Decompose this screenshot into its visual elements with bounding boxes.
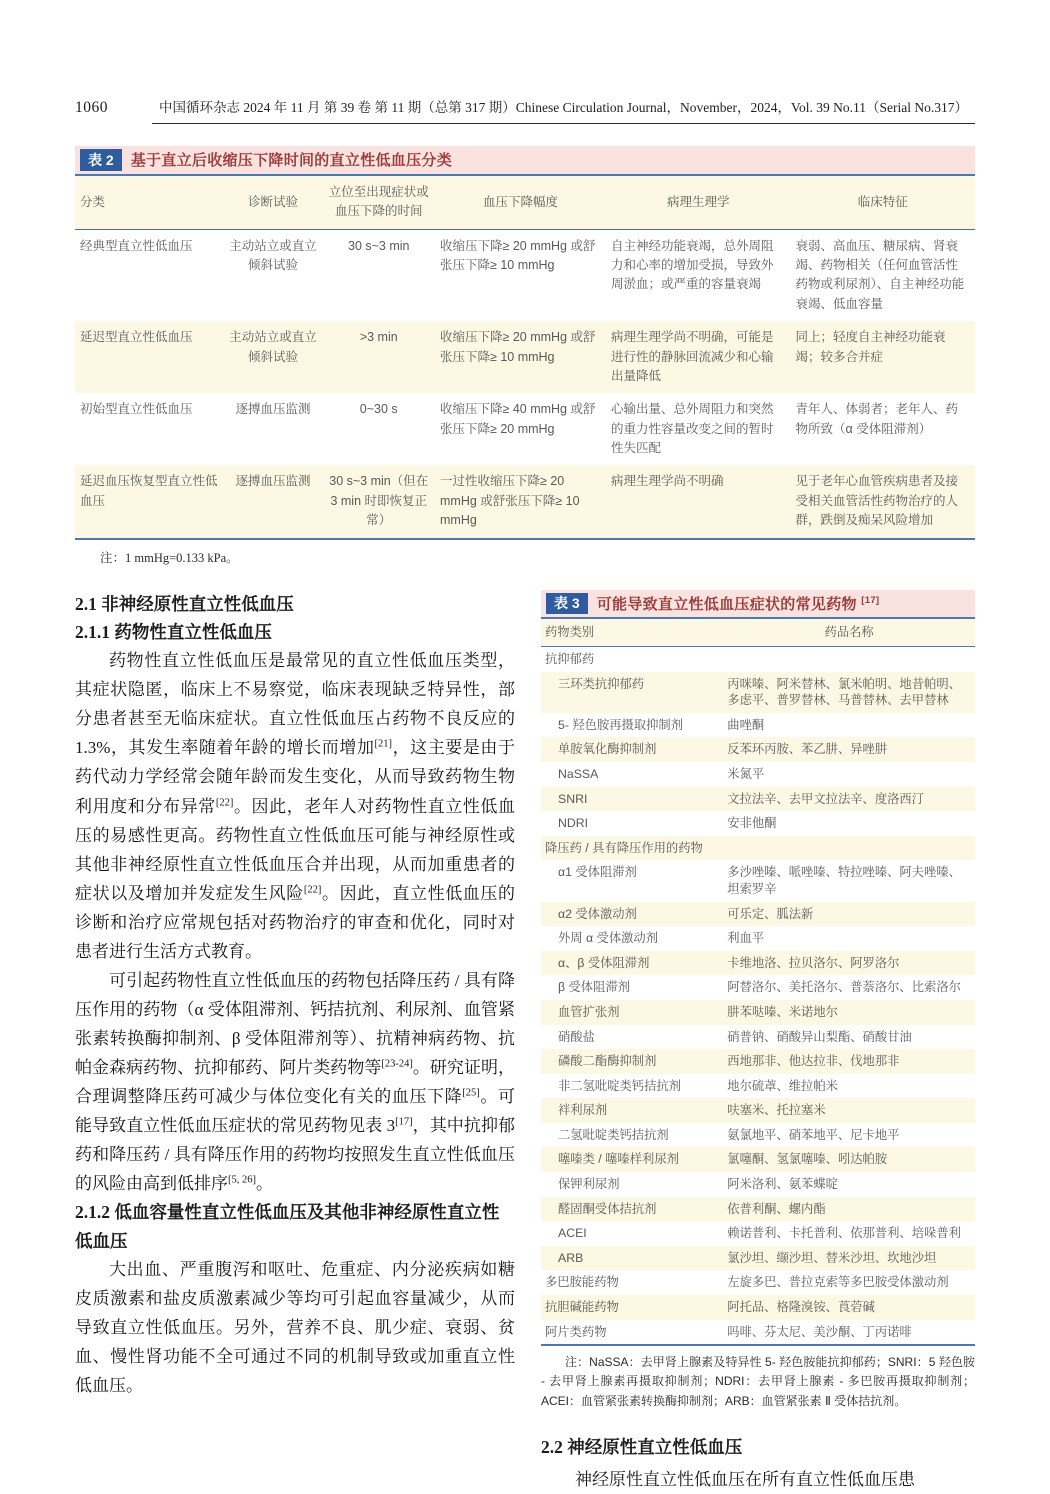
- drug-class-cell: 三环类抗抑郁药: [558, 676, 645, 691]
- drug-name-cell: 阿托品、格隆溴铵、莨菪碱: [727, 1300, 875, 1315]
- table-row: [541, 1147, 975, 1172]
- drug-class-cell: 非二氢吡啶类钙拮抗剂: [558, 1078, 681, 1093]
- section-2-2: [541, 1433, 975, 1494]
- paragraph-neurogenic: 神经原性直立性低血压在所有直立性低血压患: [575, 1470, 915, 1490]
- table3-body: [541, 647, 975, 1345]
- drug-name-cell: 卡维地洛、拉贝洛尔、阿罗洛尔: [727, 955, 900, 970]
- drug-class-cell: ACEI: [558, 1226, 587, 1241]
- table-row: [541, 1320, 975, 1345]
- table-cell: 逐搏血压监测: [235, 402, 311, 417]
- table3: [541, 590, 975, 1347]
- drug-class-cell: 外周 α 受体激动剂: [558, 931, 659, 946]
- drug-class-cell: 血管扩张剂: [558, 1004, 620, 1019]
- table-row: [541, 1221, 975, 1246]
- table-row: [541, 811, 975, 836]
- table-cell: 一过性收缩压下降≥ 20 mmHg 或舒张压下降≥ 10 mmHg: [440, 474, 580, 528]
- drug-name-cell: 多沙唑嗪、哌唑嗪、特拉唑嗪、阿夫唑嗪、坦索罗辛: [727, 865, 961, 896]
- drug-name-cell: 西地那非、他达拉非、伐地那非: [727, 1054, 900, 1069]
- drug-category-cell: 抗抑郁药: [545, 652, 595, 666]
- table-cell: 收缩压下降≥ 20 mmHg 或舒张压下降≥ 10 mmHg: [440, 238, 596, 273]
- table-cell: 初始型直立性低血压: [80, 402, 193, 417]
- table-row: [541, 1172, 975, 1197]
- drug-name-cell: 氨氯地平、硝苯地平、尼卡地平: [727, 1127, 900, 1142]
- table-cell: 青年人、体弱者；老年人、药物所致（α 受体阻滞剂）: [795, 402, 959, 436]
- drug-category-cell: 降压药 / 具有降压作用的药物: [545, 840, 703, 855]
- table3-title-bar: [541, 590, 975, 620]
- drug-class-cell: 袢利尿剂: [558, 1103, 608, 1118]
- drug-class-cell: 醛固酮受体拮抗剂: [558, 1201, 657, 1216]
- table3-note: 注：NaSSA：去甲肾上腺素及特异性 5- 羟色胺能抗抑郁药；SNRI：5 羟色胺 - 去甲肾上腺素再摄取抑制剂；NDRI：去甲肾上腺素 - 多巴胺再摄取抑制剂；ACEI：血管紧张素转换酶抑制剂；ARB：血管紧张素 Ⅱ 受体拮抗剂。: [541, 1355, 975, 1408]
- drug-name-cell: 地尔硫䓬、维拉帕米: [727, 1078, 838, 1093]
- drug-class-cell: 保钾利尿剂: [558, 1177, 620, 1192]
- table2-col-class: 分类: [75, 176, 224, 229]
- left-column: [75, 590, 515, 1494]
- table-row: [541, 672, 975, 713]
- table-row: [541, 737, 975, 762]
- heading-2-1-1: 2.1.1 药物性直立性低血压: [75, 621, 272, 642]
- drug-class-cell: 噻嗪类 / 噻嗪样利尿剂: [558, 1152, 679, 1167]
- drug-class-cell: 多巴胺能药物: [545, 1275, 619, 1290]
- heading-2-1: 2.1 非神经原性直立性低血压: [75, 593, 294, 614]
- drug-name-cell: 呋塞米、托拉塞米: [727, 1103, 826, 1118]
- table-row: [541, 1197, 975, 1222]
- table-cell: 逐搏血压监测: [235, 474, 311, 489]
- table-row: [541, 1049, 975, 1074]
- table2-col-clinical: 临床特征: [791, 176, 976, 229]
- table-cell: 见于老年心血管疾病患者及接受相关血管活性药物治疗的人群，跌倒及痴呆风险增加: [795, 474, 959, 528]
- table-cell: 经典型直立性低血压: [80, 238, 193, 253]
- drug-class-cell: 5- 羟色胺再摄取抑制剂: [558, 717, 684, 732]
- heading-2-2: 2.2 神经原性直立性低血压: [541, 1436, 743, 1457]
- drug-name-cell: 反苯环丙胺、苯乙肼、异唑肼: [727, 742, 888, 757]
- drug-class-cell: ARB: [558, 1250, 584, 1265]
- table-row: [541, 1098, 975, 1123]
- drug-name-cell: 可乐定、胍法新: [727, 906, 814, 921]
- table2-title-bar: [75, 146, 975, 176]
- table-cell: 30 s~3 min（但在 3 min 时即恢复正常）: [329, 474, 429, 528]
- table3-col-class: 药物类别: [541, 619, 723, 646]
- table-row: [541, 1000, 975, 1025]
- table3-badge: 表 3: [546, 593, 588, 615]
- drug-name-cell: 肼苯哒嗪、米诺地尔: [727, 1004, 838, 1019]
- table2-col-pathophys: 病理生理学: [606, 176, 791, 229]
- table-cell: 衰弱、高血压、糖尿病、肾衰竭、药物相关（任何血管活性药物或利尿剂）、自主神经功能衰竭、低血容量: [795, 238, 965, 311]
- table2: [75, 146, 975, 540]
- drug-name-cell: 阿替洛尔、美托洛尔、普萘洛尔、比索洛尔: [727, 980, 961, 995]
- drug-class-cell: 磷酸二酯酶抑制剂: [558, 1054, 657, 1069]
- table-row: [541, 836, 975, 861]
- drug-name-cell: 米氮平: [727, 766, 765, 781]
- drug-name-cell: 左旋多巴、普拉克索等多巴胺受体激动剂: [727, 1275, 949, 1290]
- table-cell: 自主神经功能衰竭，总外周阻力和心率的增加受损，导致外周淤血；或严重的容量衰竭: [611, 238, 774, 292]
- table2-badge: 表 2: [80, 149, 122, 171]
- page-number: 1060: [75, 99, 108, 116]
- drug-name-cell: 阿米洛利、氨苯蝶啶: [727, 1177, 838, 1192]
- paragraph-drug-oh-2: 可引起药物性直立性低血压的药物包括降压药 / 具有降压作用的药物（α 受体阻滞剂、钙拮抗剂、利尿剂、血管紧张素转换酶抑制剂、β 受体阻滞剂等）、抗精神病药物、抗帕金森病药物、抗抑郁药、阿片类药物等[23-24]。研究证明，合理调整降压药可减少与体位变化有关的血压下降[25]。可能导致直立性低血压症状的常见药物见表 3[17]，其中抗抑郁药和降压药 / 具有降压作用的药物均按照发生直立性低血压的风险由高到低排序[5, 26]。: [75, 970, 516, 1194]
- table-row: [541, 1295, 975, 1320]
- right-column: [541, 590, 975, 1494]
- table-row: [541, 1246, 975, 1271]
- table-row: [541, 1025, 975, 1050]
- table-cell: 病理生理学尚不明确: [611, 474, 724, 489]
- table-row: [541, 713, 975, 738]
- table-row: [541, 951, 975, 976]
- table-cell: 主动站立或直立倾斜试验: [229, 330, 317, 364]
- drug-class-cell: NDRI: [558, 816, 589, 831]
- table2-col-bpdrop: 血压下降幅度: [435, 176, 606, 229]
- drug-name-cell: 依普利酮、螺内酯: [727, 1201, 826, 1216]
- table-row: [541, 1123, 975, 1148]
- table3-col-name: 药品名称: [723, 619, 975, 646]
- table-row: [75, 465, 975, 537]
- drug-class-cell: NaSSA: [558, 766, 599, 781]
- drug-name-cell: 氯噻酮、氢氯噻嗪、吲达帕胺: [727, 1152, 888, 1167]
- table-row: [541, 1074, 975, 1099]
- drug-name-cell: 曲唑酮: [727, 717, 765, 732]
- table3-header-row: [541, 619, 975, 646]
- table-cell: 心输出量、总外周阻力和突然的重力性容量改变之间的暂时性失匹配: [611, 402, 774, 456]
- drug-name-cell: 硝普钠、硝酸异山梨酯、硝酸甘油: [727, 1029, 912, 1044]
- drug-class-cell: α2 受体激动剂: [558, 906, 637, 921]
- table-row: [75, 229, 975, 321]
- table-row: [541, 647, 975, 672]
- drug-class-cell: α、β 受体阻滞剂: [558, 955, 650, 970]
- drug-class-cell: 硝酸盐: [558, 1029, 595, 1044]
- drug-class-cell: 抗胆碱能药物: [545, 1300, 619, 1315]
- table-cell: 30 s~3 min: [348, 238, 410, 253]
- drug-class-cell: 单胺氧化酶抑制剂: [558, 742, 657, 757]
- drug-name-cell: 文拉法辛、去甲文拉法辛、度洛西汀: [727, 791, 925, 806]
- paragraph-drug-oh-1: 药物性直立性低血压是最常见的直立性低血压类型，其症状隐匿，临床上不易察觉，临床表现缺乏特异性，部分患者甚至无临床症状。直立性低血压占药物不良反应的 1.3%，其发生率随着年龄的增长而增加[21]，这主要是由于药代动力学经常会随年龄而发生变化，从而导致药物生物利用度和分布异常[22]。因此，老年人对药物性直立性低血压的易感性更高。药物性直立性低血压可能与神经原性或其他非神经原性直立性低血压合并出现，从而加重患者的症状以及增加并发症发生风险[22]。因此，直立性低血压的诊断和治疗应常规包括对药物治疗的审查和优化，同时对患者进行生活方式教育。: [75, 651, 516, 961]
- running-head: [75, 96, 975, 124]
- table-row: [541, 762, 975, 787]
- journal-header-line: 中国循环杂志 2024 年 11 月 第 39 卷 第 11 期（总第 317 期）Chinese Circulation Journal，November，2024，Vol. 39 No.11（Serial No.317）: [152, 96, 975, 124]
- table-row: [541, 975, 975, 1000]
- drug-name-cell: 吗啡、芬太尼、美沙酮、丁丙诺啡: [727, 1324, 912, 1339]
- drug-class-cell: 阿片类药物: [545, 1324, 607, 1339]
- table-cell: 病理生理学尚不明确，可能是进行性的静脉回流减少和心输出量降低: [611, 330, 774, 383]
- table-row: [541, 787, 975, 812]
- drug-class-cell: 二氢吡啶类钙拮抗剂: [558, 1127, 669, 1142]
- drug-name-cell: 赖诺普利、卡托普利、依那普利、培哚普利: [727, 1226, 961, 1241]
- table-cell: 收缩压下降≥ 40 mmHg 或舒张压下降≥ 20 mmHg: [440, 402, 596, 436]
- heading-2-1-2: 2.1.2 低血容量性直立性低血压及其他非神经原性直立性低血压: [75, 1202, 500, 1251]
- table-cell: 同上；轻度自主神经功能衰竭；较多合并症: [795, 330, 946, 364]
- table-cell: 收缩压下降≥ 20 mmHg 或舒张压下降≥ 10 mmHg: [440, 330, 596, 364]
- table-row: [75, 321, 975, 393]
- table-cell: 主动站立或直立倾斜试验: [229, 238, 317, 273]
- drug-name-cell: 安非他酮: [727, 816, 777, 831]
- drug-name-cell: 丙咪嗪、阿米替林、氯米帕明、地昔帕明、多虑平、普罗替林、马普替林、去甲替林: [727, 676, 961, 708]
- drug-name-cell: 氯沙坦、缬沙坦、替米沙坦、坎地沙坦: [727, 1250, 937, 1265]
- table-row: [541, 926, 975, 951]
- table-row: [541, 860, 975, 901]
- drug-class-cell: β 受体阻滞剂: [558, 980, 630, 995]
- drug-class-cell: α1 受体阻滞剂: [558, 865, 637, 880]
- table-row: [75, 393, 975, 465]
- table2-header-row: [75, 176, 975, 229]
- table-cell: >3 min: [359, 330, 398, 345]
- table3-title-ref: [17]: [861, 594, 880, 606]
- table-cell: 0~30 s: [359, 402, 398, 417]
- paragraph-hypovolemia: 大出血、严重腹泻和呕吐、危重症、内分泌疾病如糖皮质激素和盐皮质激素减少等均可引起血容量减少，从而导致直立性低血压。另外，营养不良、肌少症、衰弱、贫血、慢性肾功能不全可通过不同的机制导致或加重直立性低血压。: [75, 1260, 515, 1396]
- drug-name-cell: 利血平: [727, 931, 765, 946]
- table2-note: 注：1 mmHg=0.133 kPa。: [100, 550, 239, 565]
- table2-title: 基于直立后收缩压下降时间的直立性低血压分类: [130, 152, 452, 170]
- table2-col-time: 立位至出现症状或血压下降的时间: [323, 176, 436, 229]
- table2-col-test: 诊断试验: [224, 176, 323, 229]
- table3-title: 可能导致直立性低血压症状的常见药物 [17]: [596, 594, 880, 613]
- table-cell: 延迟型直立性低血压: [80, 330, 193, 345]
- table2-body: [75, 229, 975, 537]
- table-cell: 延迟血压恢复型直立性低血压: [80, 474, 218, 508]
- drug-class-cell: SNRI: [558, 791, 588, 806]
- table-row: [541, 1270, 975, 1295]
- table-row: [541, 902, 975, 927]
